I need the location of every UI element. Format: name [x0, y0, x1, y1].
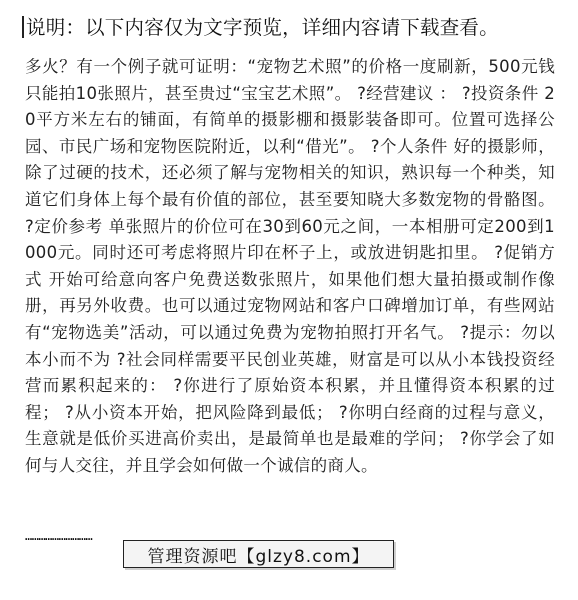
site-brand-box[interactable] — [123, 540, 394, 568]
dotted-divider: ………………………… — [25, 529, 93, 543]
site-brand-text: 管理资源吧【glzy8.com】 — [147, 546, 370, 567]
text-cursor — [22, 16, 24, 38]
preview-notice — [22, 14, 572, 42]
preview-notice-text: 说明：以下内容仅为文字预览，详细内容请下载查看。 — [26, 16, 499, 39]
article-body: 多火？有一个例子就可证明：“宠物艺术照”的价格一度刷新，500元钱只能拍10张照片，甚至贵过“宝宝艺术照”。 ?经营建议 ： ?投资条件 20平方米左右的铺面，有简单的摄影棚和摄影装备即可。位置可选择公园、市民广场和宠物医院附近，以利“借光”。 ?个人条件 好的摄影师，除了过硬的技术，还必须了解与宠物相关的知识，熟识每一个种类，知道它们身体上每个最有价值的部位，甚至要知晓大多数宠物的骨骼图。 ?定价参考 单张照片的价位可在30到60元之间，一本相册可定200到1000元。同时还可考虑将照片印在杯子上，或放进钥匙扣里。 ?促销方式 开始可给意向客户免费送数张照片，如果他们想大量拍摄或制作像册，再另外收费。也可以通过宠物网站和客户口碑增加订单，有些网站有“宠物选美”活动，可以通过免费为宠物拍照打开名气。 ?提示：勿以本小而不为 ?社会同样需要平民创业英雄，财富是可以从小本钱投资经营而累积起来的： ?你进行了原始资本积累，并且懂得资本积累的过程； ?从小资本开始，把风险降到最低； ?你明白经商的过程与意义，生意就是低价买进高价卖出，是最简单也是最难的学问； ?你学会了如何与人交往，并且学会如何做一个诚信的商人。 — [25, 57, 555, 475]
